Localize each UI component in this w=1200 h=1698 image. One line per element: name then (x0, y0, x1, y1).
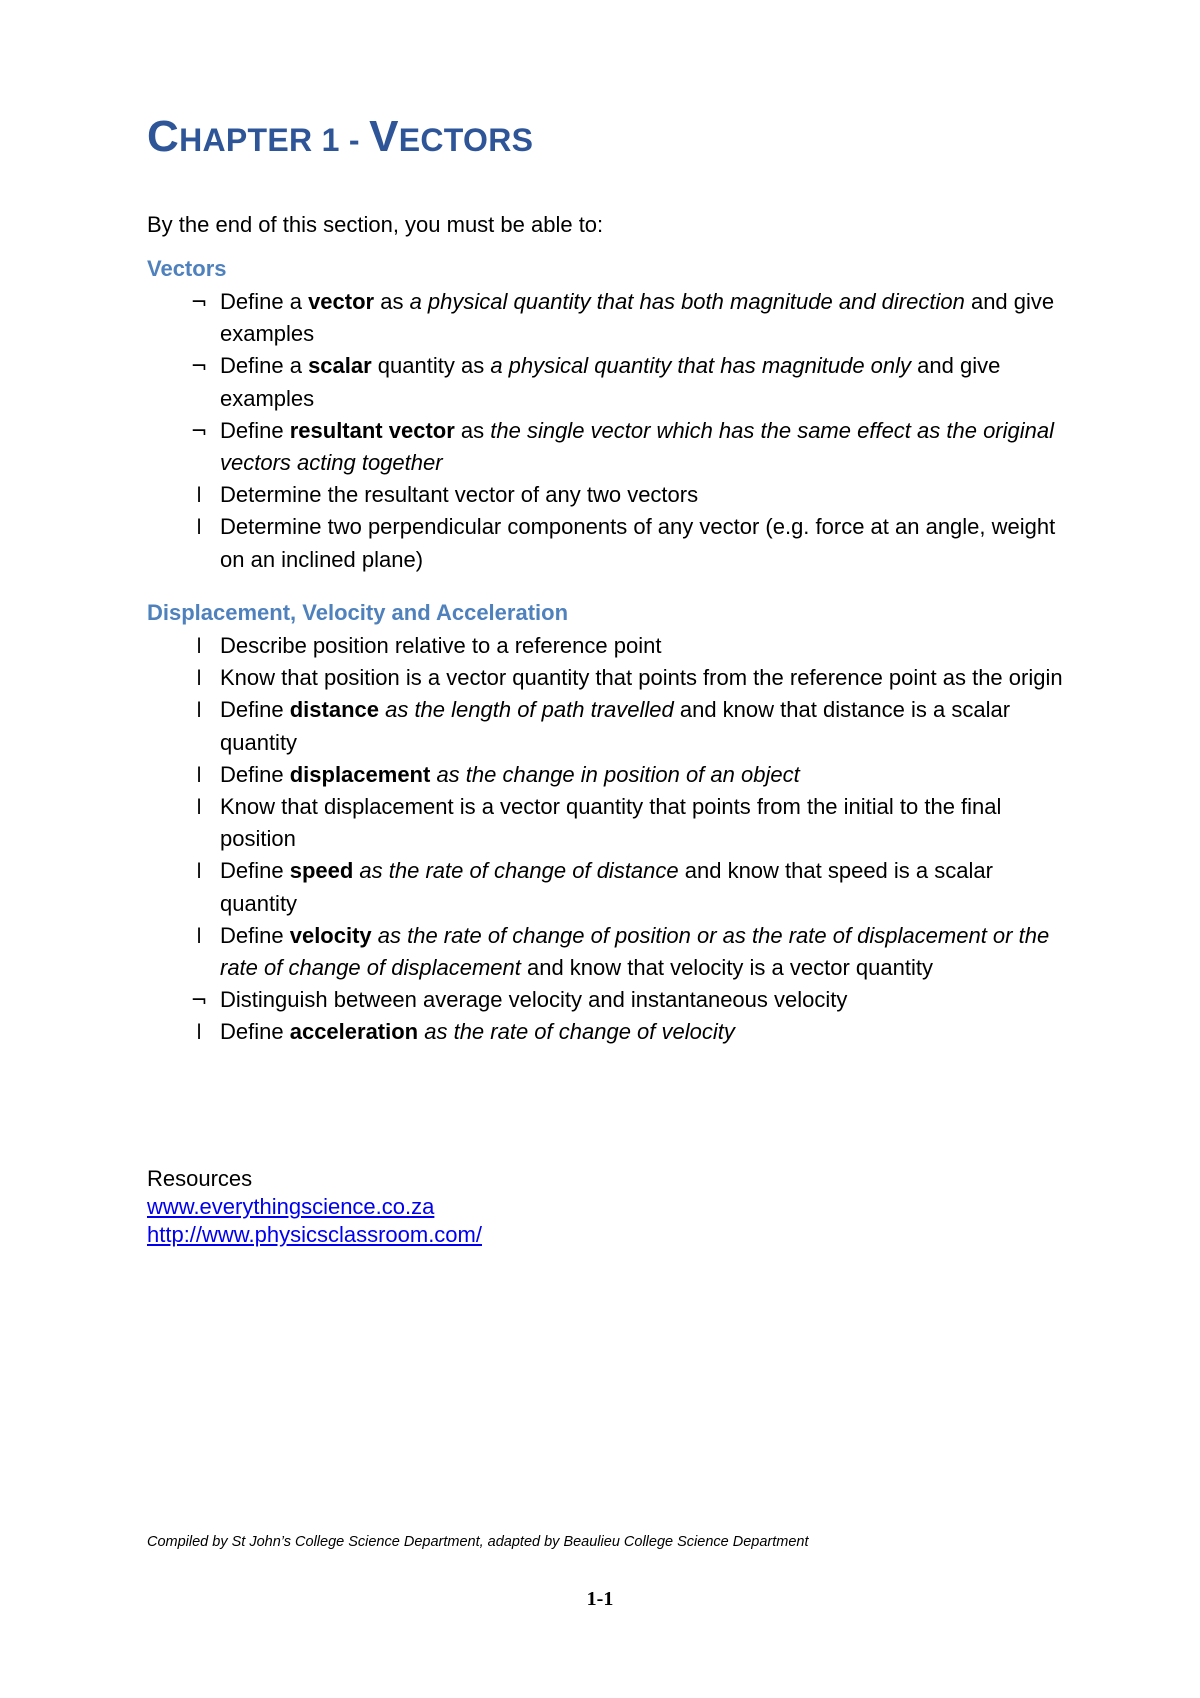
definition-text: a physical quantity that has magnitude only (490, 353, 912, 379)
page-number: 1-1 (586, 1588, 614, 1610)
bullet-marker: l (196, 795, 202, 820)
objective-text: as (374, 289, 410, 314)
objective-text: quantity as (371, 353, 491, 379)
definition-text: as the length of path travelled (378, 697, 674, 723)
key-term: resultant vector (289, 417, 455, 443)
bullet-marker: l (196, 698, 202, 723)
objective-item (188, 984, 1068, 1016)
objective-text: Describe position relative to a reference point (220, 633, 662, 658)
resource-link-physicsclassroom[interactable]: http://www.physicsclassroom.com/ (147, 1222, 482, 1247)
bullet-marker: ¬ (190, 290, 208, 314)
resource-link-everythingscience[interactable]: www.everythingscience.co.za (147, 1194, 435, 1219)
key-term: displacement (289, 761, 431, 787)
objective-item (188, 920, 1068, 984)
section-heading-displacement: Displacement, Velocity and Acceleration (147, 600, 569, 625)
objective-item (188, 694, 1068, 758)
definition-text: as the rate of change of velocity (418, 1019, 735, 1045)
definition-text: a physical quantity that has both magnitude and direction (409, 289, 965, 314)
bullet-marker: ¬ (190, 988, 208, 1013)
footer-note: Compiled by St John’s College Science Department, adapted by Beaulieu College Science Department (147, 1534, 809, 1550)
definition-text: the single vector which has the same effect as the original vectors acting together (220, 417, 1054, 476)
bullet-marker: l (196, 483, 202, 508)
key-term: vector (308, 289, 375, 314)
objectives-list-displacement (188, 630, 1068, 1049)
objective-item (188, 759, 1068, 791)
objective-item (188, 511, 1068, 575)
bullet-marker: ¬ (190, 354, 208, 379)
key-term: speed (289, 858, 354, 884)
objective-text: Define a (220, 289, 309, 314)
objective-item (188, 791, 1068, 855)
key-term: acceleration (289, 1019, 419, 1045)
bullet-marker: l (196, 634, 202, 658)
bullet-marker: ¬ (190, 418, 208, 443)
key-term: distance (289, 697, 379, 723)
bullet-marker: l (196, 762, 202, 787)
definition-text: as the rate of change of position or as the rate of displacement or the rate of change of displacement (220, 922, 1050, 981)
objective-item (188, 855, 1068, 919)
key-term: velocity (289, 922, 372, 948)
objective-text: Define (220, 922, 290, 948)
definition-text: as the rate of change of distance (353, 858, 679, 884)
bullet-marker: l (196, 923, 202, 948)
objective-item (188, 662, 1068, 694)
resources-block (147, 1165, 482, 1249)
objective-item (188, 415, 1068, 479)
bullet-marker: l (196, 515, 202, 540)
bullet-marker: l (196, 859, 202, 884)
bullet-marker: l (196, 666, 202, 691)
objective-text: Define (220, 858, 290, 884)
objective-text: as (454, 417, 491, 443)
objective-text: and give examples (220, 289, 1055, 347)
objective-text: Define (220, 1019, 290, 1045)
objective-text: Determine the resultant vector of any two vectors (220, 482, 699, 508)
objective-item (188, 286, 1068, 350)
objective-item (188, 479, 1068, 511)
definition-text: as the change in position of an object (430, 761, 800, 787)
objective-text: and give examples (220, 353, 1001, 411)
objectives-list-vectors (188, 286, 1068, 576)
intro-text: By the end of this section, you must be able to: (147, 212, 604, 237)
objective-text: and know that speed is a scalar quantity (220, 858, 993, 916)
objective-text: Know that position is a vector quantity that points from the reference point as the origin (220, 665, 1063, 691)
objective-text: Distinguish between average velocity and instantaneous velocity (220, 987, 848, 1013)
objective-text: and know that velocity is a vector quantity (520, 955, 933, 981)
chapter-title: CHAPTER 1 - VECTORS (147, 112, 534, 161)
bullet-marker: l (196, 1020, 202, 1045)
objective-text: Define (220, 417, 290, 443)
objective-item (188, 630, 1068, 662)
section-heading-vectors: Vectors (147, 256, 227, 281)
objective-text: and know that distance is a scalar quantity (220, 697, 1011, 755)
objective-item (188, 350, 1068, 414)
objective-text: Define (220, 761, 290, 787)
objective-text: Know that displacement is a vector quantity that points from the initial to the final position (220, 794, 1002, 852)
key-term: scalar (308, 353, 372, 379)
objective-item (188, 1016, 1068, 1048)
objective-text: Define (220, 697, 290, 723)
objective-text: Define a (220, 353, 309, 379)
resources-label: Resources (147, 1166, 253, 1191)
objective-text: Determine two perpendicular components of any vector (e.g. force at an angle, weight on an inclined plane) (220, 514, 1056, 572)
